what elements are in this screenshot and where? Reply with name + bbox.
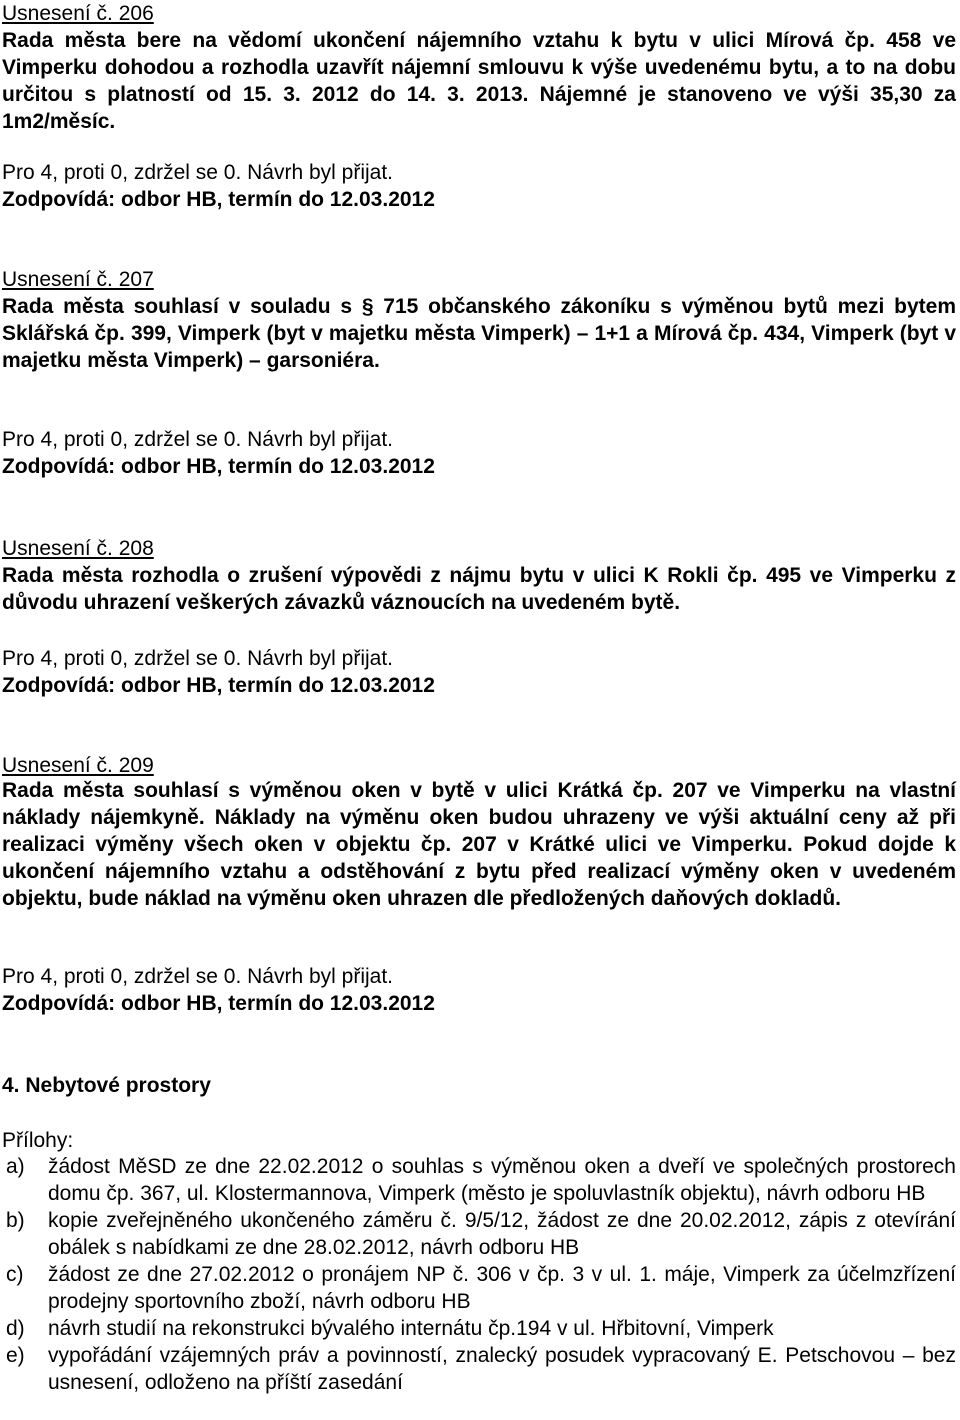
- list-item-label: b): [6, 1209, 25, 1232]
- vote-result: Pro 4, proti 0, zdržel se 0. Návrh byl přijat.: [2, 161, 393, 184]
- section-title: 4. Nebytové prostory: [2, 1074, 211, 1097]
- attachments-label: Přílohy:: [2, 1129, 74, 1152]
- list-item-text: kopie zveřejněného ukončeného záměru č. 9/5/12, žádost ze dne 20.02.2012, zápis z otevírání obálek s nabídkami ze dne 28.02.2012, návrh odboru HB: [48, 1209, 956, 1259]
- attachments-list: [2, 1153, 956, 1396]
- list-item-text: vypořádání vzájemných práv a povinností, znalecký posudek vypracovaný E. Petschovou – bez usnesení, odloženo na příští zasedání: [48, 1344, 956, 1394]
- vote-result: Pro 4, proti 0, zdržel se 0. Návrh byl přijat.: [2, 647, 393, 670]
- resolution-text: Rada města bere na vědomí ukončení nájemního vztahu k bytu v ulici Mírová čp. 458 ve Vimperku dohodou a rozhodla uzavřít nájemní smlouvu k výše uvedenému bytu, a to na dobu určitou s platností od 15. 3. 2012 do 14. 3. 2013. Nájemné je stanoveno ve výši 35,30 za 1m2/měsíc.: [2, 29, 956, 133]
- list-item-text: žádost MěSD ze dne 22.02.2012 o souhlas s výměnou oken a dveří ve společných prostorech domu čp. 367, ul. Klostermannova, Vimperk (město je spoluvlastník objektu), návrh odboru HB: [48, 1155, 956, 1205]
- resolution-text: Rada města rozhodla o zrušení výpovědi z nájmu bytu v ulici K Rokli čp. 495 ve Vimperku z důvodu uhrazení veškerých závazků váznoucích na uvedeném bytě.: [2, 564, 956, 614]
- vote-result: Pro 4, proti 0, zdržel se 0. Návrh byl přijat.: [2, 428, 393, 451]
- list-item: [2, 1261, 956, 1315]
- responsible-note: Zodpovídá: odbor HB, termín do 12.03.2012: [2, 455, 435, 478]
- resolution-heading: Usnesení č. 206: [2, 2, 154, 25]
- resolution-text: Rada města souhlasí v souladu s § 715 občanského zákoníku s výměnou bytů mezi bytem Sklářská čp. 399, Vimperk (byt v majetku města Vimperk) – 1+1 a Mírová čp. 434, Vimperk (byt v majetku města Vimperk) – garsoniéra.: [2, 295, 956, 372]
- list-item-label: e): [6, 1344, 25, 1367]
- resolution-heading: Usnesení č. 207: [2, 268, 154, 291]
- list-item: [2, 1207, 956, 1261]
- list-item-label: c): [6, 1263, 24, 1286]
- list-item: [2, 1342, 956, 1396]
- responsible-note: Zodpovídá: odbor HB, termín do 12.03.2012: [2, 188, 435, 211]
- list-item: [2, 1153, 956, 1207]
- list-item: [2, 1315, 956, 1342]
- list-item-text: žádost ze dne 27.02.2012 o pronájem NP č. 306 v čp. 3 v ul. 1. máje, Vimperk za účelmzřízení prodejny sportovního zboží, návrh odboru HB: [48, 1263, 956, 1313]
- resolution-text: Rada města souhlasí s výměnou oken v bytě v ulici Krátká čp. 207 ve Vimperku na vlastní náklady nájemkyně. Náklady na výměnu oken budou uhrazeny ve výši aktuální ceny až při realizaci výměny všech oken v objektu čp. 207 v Krátké ulici ve Vimperku. Pokud dojde k ukončení nájemního vztahu a odstěhování z bytu před realizací výměny oken v uvedeném objektu, bude náklad na výměnu oken uhrazen dle předložených daňových dokladů.: [2, 779, 956, 910]
- resolution-heading: Usnesení č. 209: [2, 754, 154, 777]
- responsible-note: Zodpovídá: odbor HB, termín do 12.03.2012: [2, 992, 435, 1015]
- responsible-note: Zodpovídá: odbor HB, termín do 12.03.2012: [2, 674, 435, 697]
- list-item-label: a): [6, 1155, 25, 1178]
- list-item-label: d): [6, 1317, 25, 1340]
- vote-result: Pro 4, proti 0, zdržel se 0. Návrh byl přijat.: [2, 965, 393, 988]
- list-item-text: návrh studií na rekonstrukci bývalého internátu čp.194 v ul. Hřbitovní, Vimperk: [48, 1317, 774, 1340]
- resolution-heading: Usnesení č. 208: [2, 537, 154, 560]
